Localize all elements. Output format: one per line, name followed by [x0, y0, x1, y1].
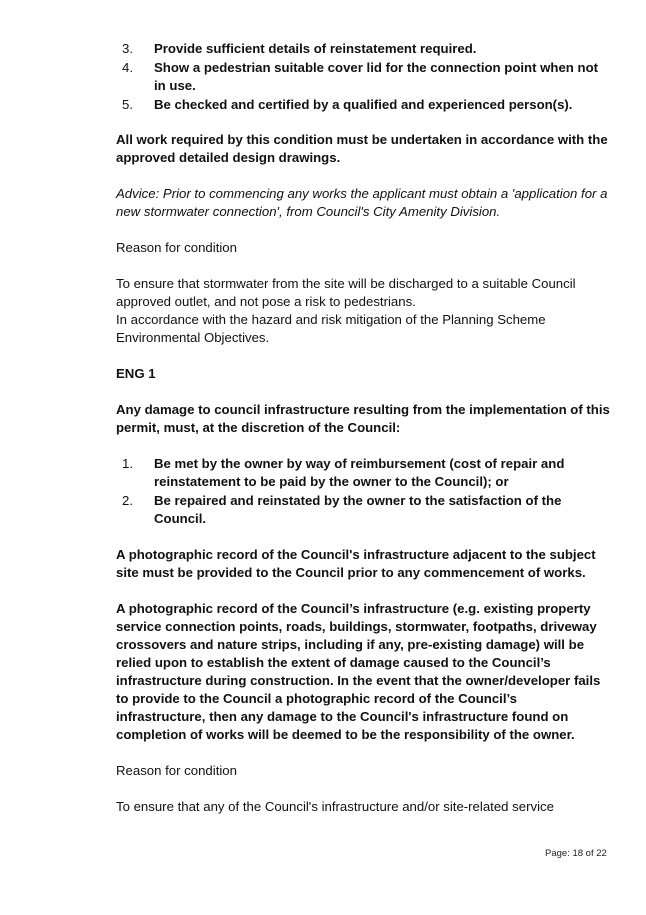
list-text: Show a pedestrian suitable cover lid for the connection point when not in use.: [154, 60, 599, 93]
list-text: Be checked and certified by a qualified and experienced person(s).: [154, 97, 573, 112]
reason-text: In accordance with the hazard and risk mitigation of the Planning Scheme Environmental Objectives.: [116, 312, 546, 345]
list-item: [116, 455, 610, 491]
list-item: [116, 96, 610, 114]
page-content: [116, 40, 610, 816]
photo-record-paragraph: A photographic record of the Council's infrastructure adjacent to the subject site must be provided to the Council prior to any commencement of works.: [116, 547, 596, 580]
list-text: Provide sufficient details of reinstatement required.: [154, 41, 477, 56]
list-item: [116, 492, 610, 528]
list-number: 5.: [122, 97, 133, 112]
reason-heading: Reason for condition: [116, 763, 237, 778]
work-required-paragraph: All work required by this condition must be undertaken in accordance with the approved detailed design drawings.: [116, 132, 608, 165]
list-text: Be repaired and reinstated by the owner to the satisfaction of the Council.: [154, 493, 562, 526]
condition-list-continued: [116, 40, 610, 114]
list-text: Be met by the owner by way of reimbursement (cost of repair and reinstatement to be paid by the owner to the Council); or: [154, 456, 565, 489]
list-item: [116, 40, 610, 58]
list-number: 4.: [122, 60, 133, 75]
page-number-footer: Page: 18 of 22: [545, 848, 607, 859]
eng-heading: ENG 1: [116, 366, 156, 381]
eng-intro-paragraph: Any damage to council infrastructure resulting from the implementation of this permit, must, at the discretion of the Council:: [116, 402, 610, 435]
list-number: 1.: [122, 456, 133, 471]
reason-heading: Reason for condition: [116, 240, 237, 255]
reason-text: To ensure that stormwater from the site will be discharged to a suitable Council approved outlet, and not pose a risk to pedestrians.: [116, 276, 576, 309]
list-number: 2.: [122, 493, 133, 508]
eng-condition-list: [116, 455, 610, 528]
list-number: 3.: [122, 41, 133, 56]
photo-record-paragraph: A photographic record of the Council’s infrastructure (e.g. existing property service connection points, roads, buildings, stormwater, footpaths, driveway crossovers and nature strips, including if any, pre-existing damage) will be relied upon to establish the extent of damage caused to the Council’s infrastructure during construction. In the event that the owner/developer fails to provide to the Council a photographic record of the Council’s infrastructure, then any damage to the Council's infrastructure found on completion of works will be deemed to be the responsibility of the owner.: [116, 601, 601, 742]
advice-paragraph: Advice: Prior to commencing any works the applicant must obtain a 'application for a new stormwater connection', from Council's City Amenity Division.: [116, 186, 608, 219]
list-item: [116, 59, 610, 95]
reason-text: To ensure that any of the Council's infrastructure and/or site-related service: [116, 799, 554, 814]
